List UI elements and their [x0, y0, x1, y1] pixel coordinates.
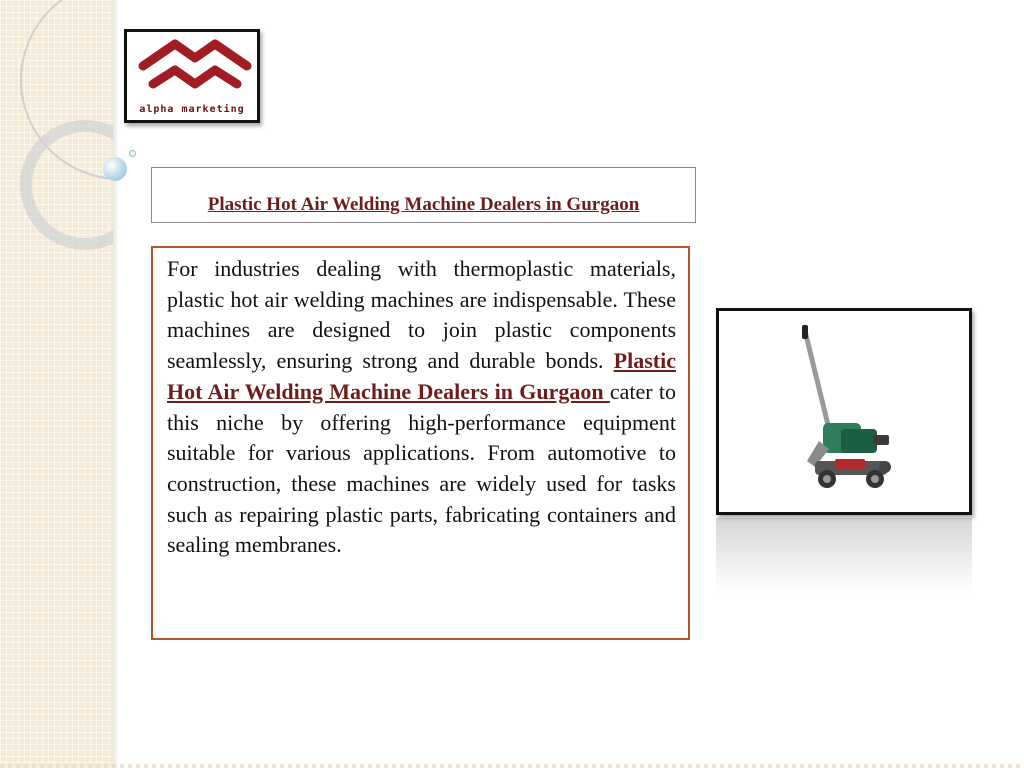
- product-image-reflection: [716, 518, 972, 594]
- logo-mark-icon: [135, 36, 255, 104]
- logo-text: alpha marketing: [139, 104, 245, 115]
- body-text-intro: For industries dealing with thermoplastic materials, plastic hot air welding machines are indispensable. These machines are designed to join plastic components seamlessly, ensuring strong and durable bonds.: [167, 256, 676, 374]
- decorative-bubble: [103, 157, 127, 181]
- content-box: [151, 246, 690, 640]
- dealers-link[interactable]: Plastic Hot Air Welding Machine Dealers in Gurgaon: [167, 348, 676, 404]
- body-text-rest: cater to this niche by offering high-performance equipment suitable for various applications. From automotive to construction, these machines are widely used for tasks such as repairing plastic parts, fabricating containers and sealing membranes.: [167, 378, 676, 558]
- decorative-ring: [20, 120, 113, 250]
- product-image: [716, 308, 972, 515]
- title-box: [151, 167, 696, 223]
- decorative-bottom-strip: [0, 764, 1024, 768]
- decorative-bubble: [129, 150, 136, 157]
- body-paragraph: [167, 254, 676, 561]
- hot-air-welding-machine-icon: [719, 311, 969, 512]
- company-logo[interactable]: [124, 29, 260, 123]
- decorative-side-strip: [0, 0, 113, 768]
- page-title[interactable]: Plastic Hot Air Welding Machine Dealers in Gurgaon: [207, 194, 640, 215]
- side-strip-shadow: [113, 0, 119, 768]
